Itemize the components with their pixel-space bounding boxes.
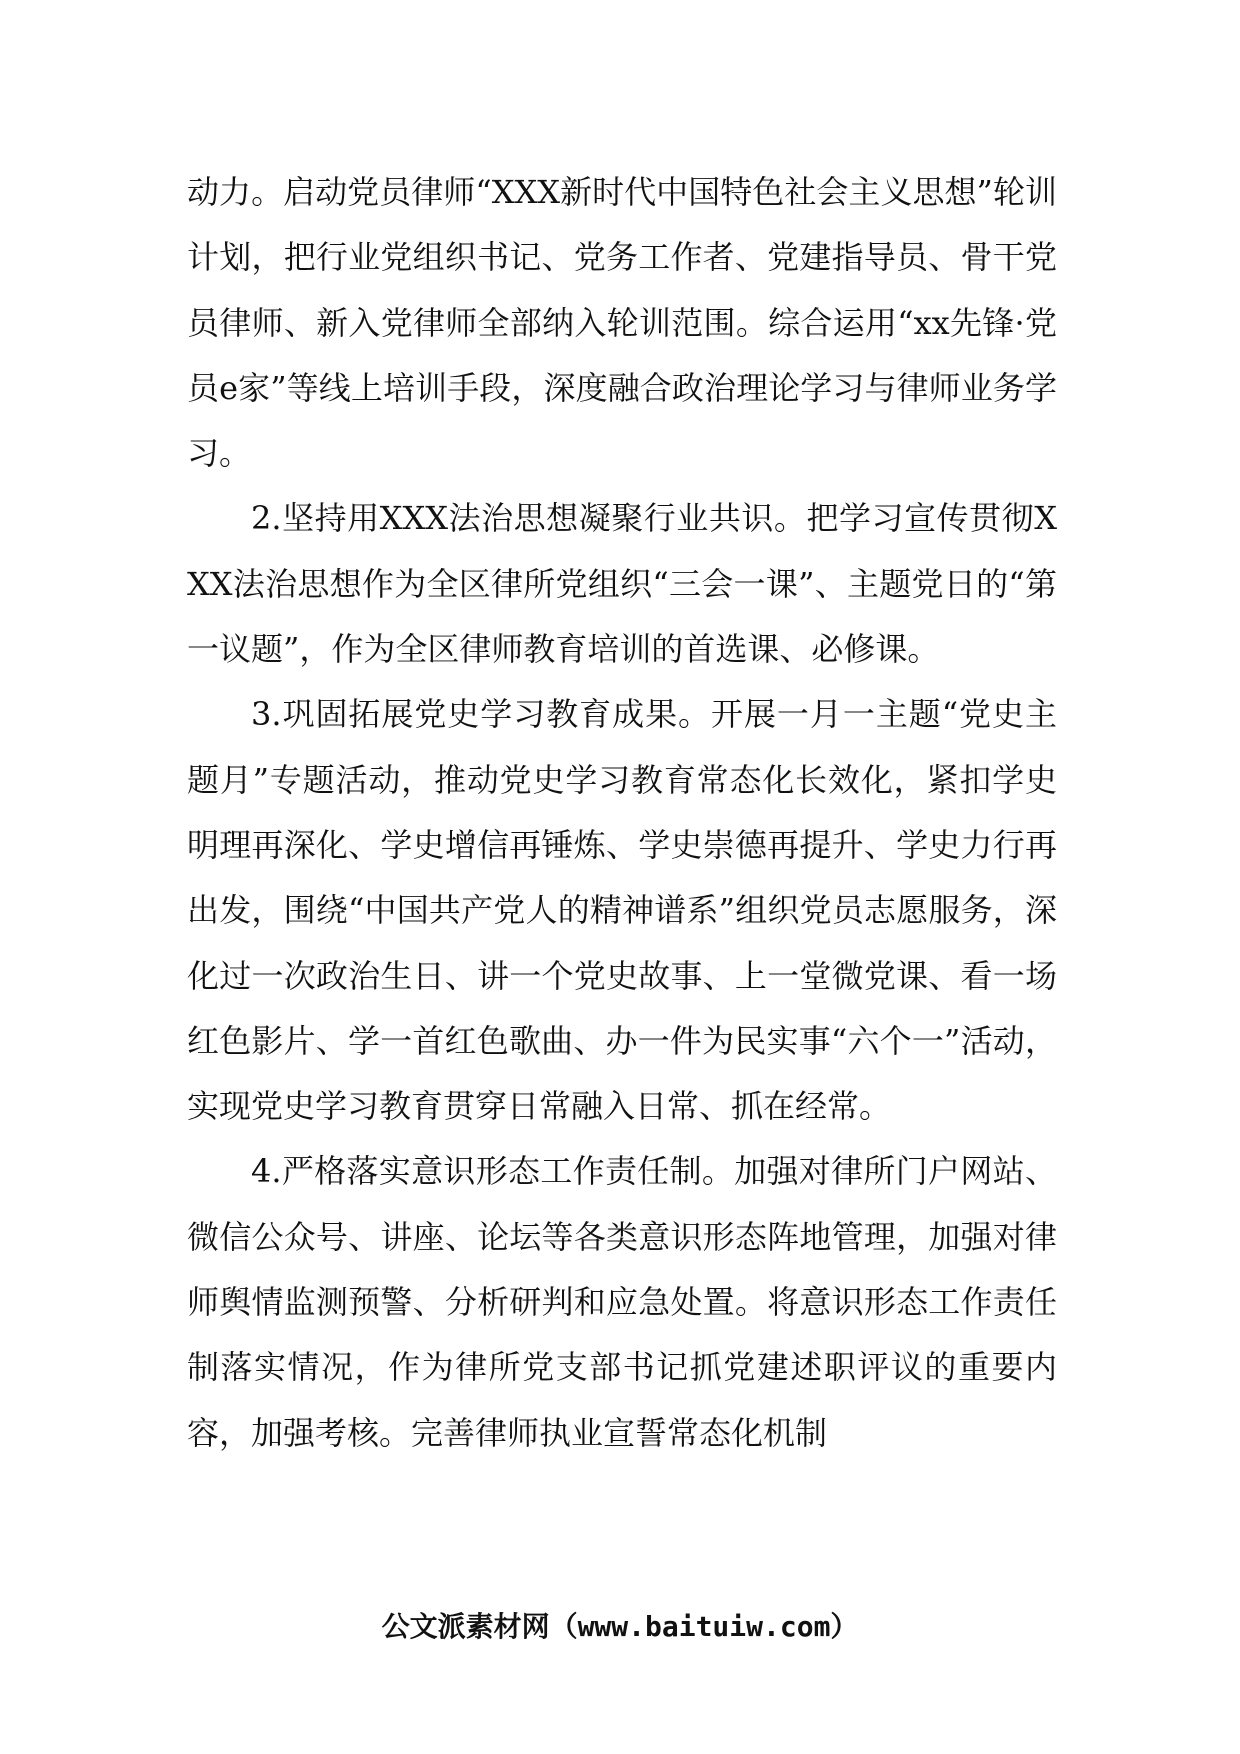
paragraph-3: 3.巩固拓展党史学习教育成果。开展一月一主题“党史主题月”专题活动，推动党史学习教育常态化长效化，紧扣学史明理再深化、学史增信再锤炼、学史崇德再提升、学史力行再出发，围绕“中国共产党人的精神谱系”组织党员志愿服务，深化过一次政治生日、讲一个党史故事、上一堂微党课、看一场红色影片、学一首红色歌曲、办一件为民实事“六个一”活动，实现党史学习教育贯穿日常融入日常、抓在经常。	[187, 695, 1057, 1126]
paragraph-2: 2.坚持用XXX法治思想凝聚行业共识。把学习宣传贯彻XXX法治思想作为全区律所党组织“三会一课”、主题党日的“第一议题”，作为全区律师教育培训的首选课、必修课。	[187, 499, 1057, 669]
document-body	[187, 160, 1057, 1466]
footer-source: 公文派素材网（www.baituiw.com）	[381, 1610, 859, 1643]
paragraph-1: 动力。启动党员律师“XXX新时代中国特色社会主义思想”轮训计划，把行业党组织书记、党务工作者、党建指导员、骨干党员律师、新入党律师全部纳入轮训范围。综合运用“xx先锋·党员e家”等线上培训手段，深度融合政治理论学习与律师业务学习。	[187, 173, 1057, 473]
paragraph-4: 4.严格落实意识形态工作责任制。加强对律所门户网站、微信公众号、讲座、论坛等各类意识形态阵地管理，加强对律师舆情监测预警、分析研判和应急处置。将意识形态工作责任制落实情况，作为律所党支部书记抓党建述职评议的重要内容，加强考核。完善律师执业宣誓常态化机制	[187, 1152, 1057, 1452]
